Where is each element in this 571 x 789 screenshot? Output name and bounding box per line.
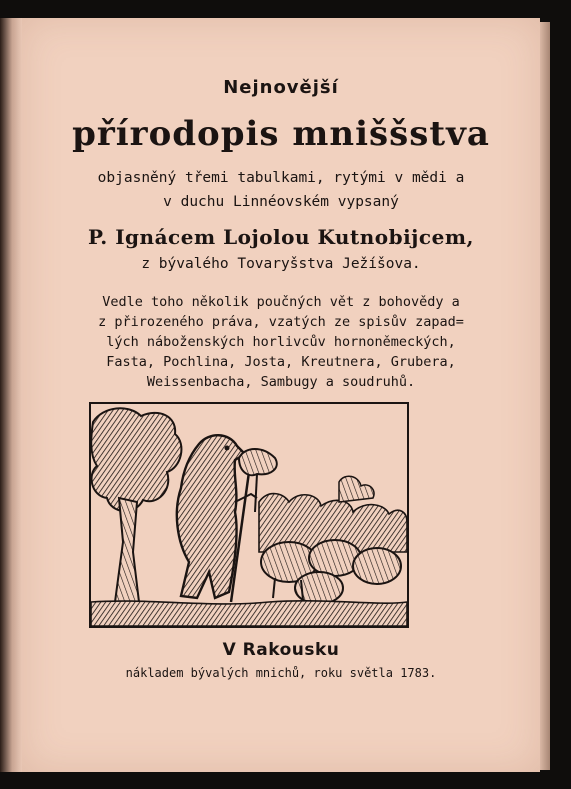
paragraph-line: Fasta, Pochlina, Josta, Kreutnera, Grubera, (106, 354, 456, 370)
description-line-2: v duchu Linnéovském vypsaný (163, 194, 399, 210)
paragraph-line: lých náboženských horlivcův hornoněmeckých, (106, 334, 456, 350)
book-spine (0, 18, 22, 772)
superlative-line: Nejnovější (223, 77, 339, 98)
author-note: z bývalého Tovaryšstva Ježíšova. (141, 256, 421, 272)
author-name: P. Ignácem Lojolou Kutnobijcem, (88, 225, 474, 249)
paragraph-line: Vedle toho několik poučných vět z bohovědy a (102, 294, 460, 310)
description-line-1: objasněný třemi tabulkami, rytými v mědi a (97, 170, 465, 186)
paragraph-line: Weissenbacha, Sambugy a soudruhů. (146, 374, 416, 390)
woodcut-illustration (89, 402, 409, 628)
page-edge (540, 22, 550, 770)
place-of-publication: V Rakousku (222, 640, 340, 660)
ground (91, 601, 407, 626)
paragraph-line: z přirozeného práva, vzatých ze spisův zapad= (98, 314, 464, 330)
imprint-line: nákladem bývalých mnichů, roku světla 1783. (125, 666, 437, 680)
main-title: přírodopis mniššstva (72, 114, 490, 154)
